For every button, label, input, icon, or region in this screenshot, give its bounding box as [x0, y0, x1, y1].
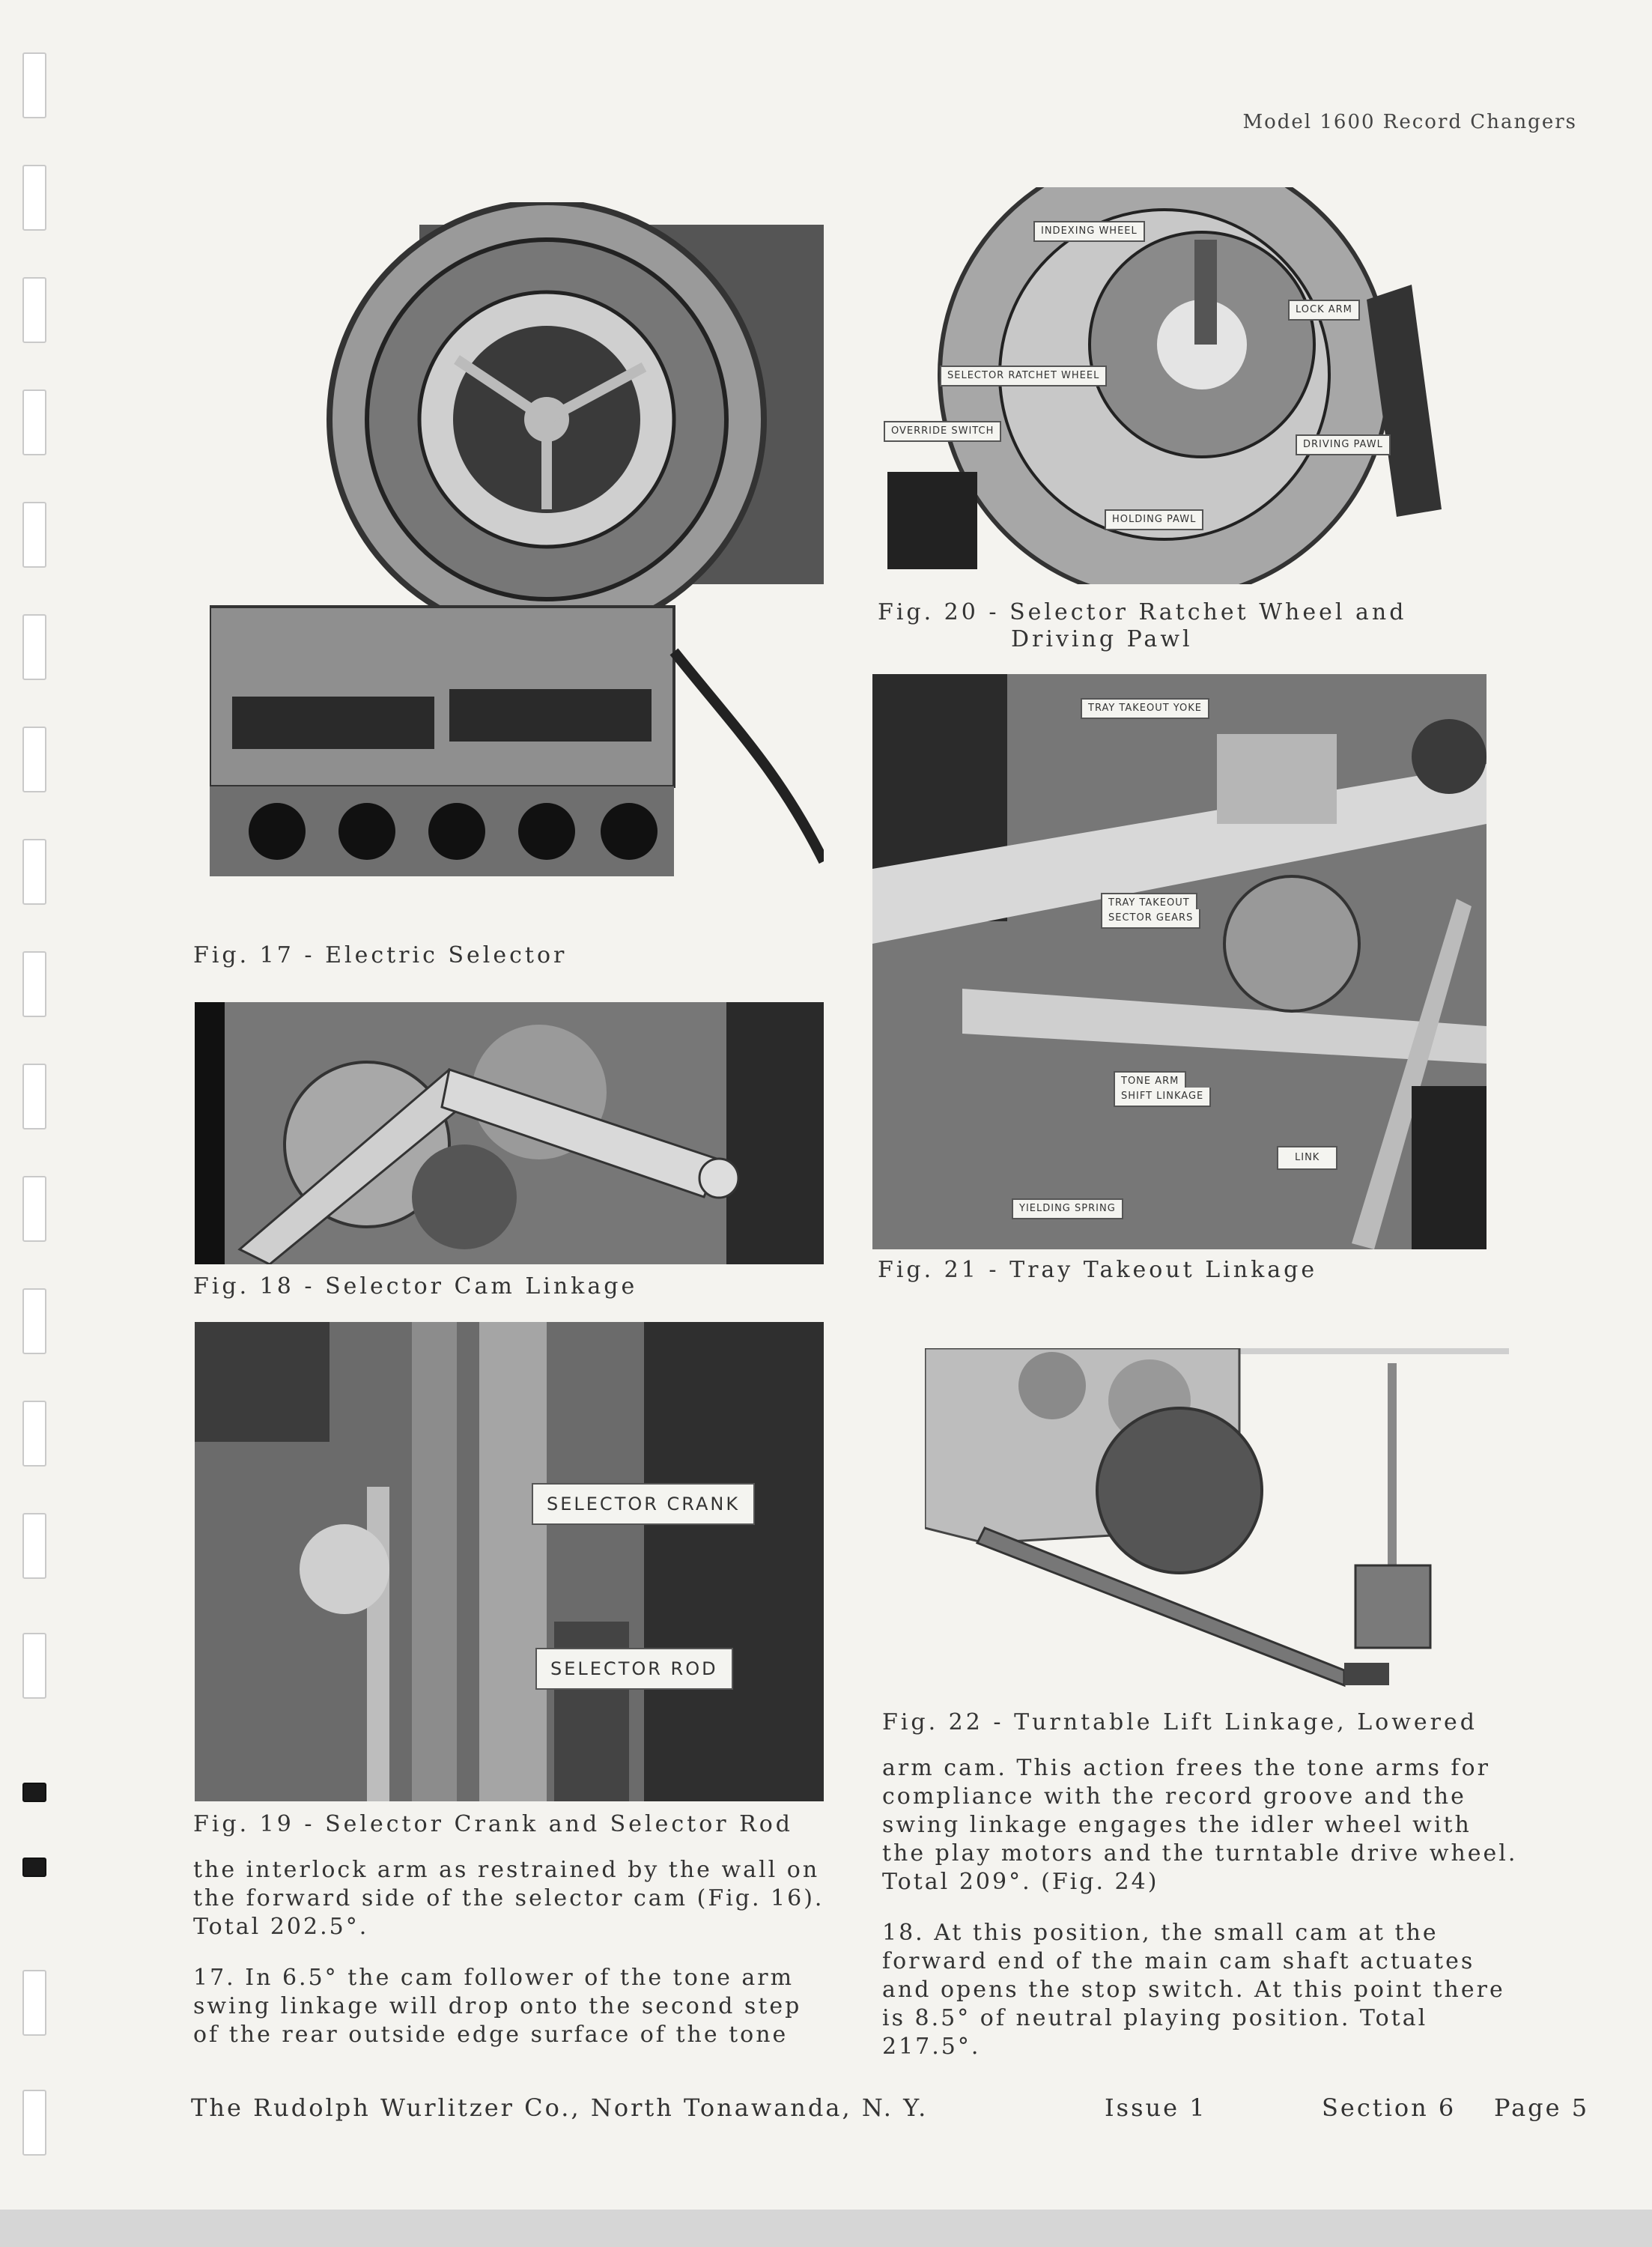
footer-company: The Rudolph Wurlitzer Co., North Tonawanda, N. Y. — [191, 2093, 929, 2122]
footer-page: Page 5 — [1494, 2093, 1590, 2122]
paragraph: the interlock arm as restrained by the wall on the forward side of the selector cam (Fig. 16). Total 202.5°. — [193, 1857, 825, 1940]
fig20-callout-override-switch: OVERRIDE SWITCH — [884, 421, 1001, 442]
footer-issue: Issue 1 — [1105, 2093, 1207, 2122]
binding-hole — [22, 614, 46, 680]
paragraph: arm cam. This action frees the tone arms for compliance with the record groove and the swing linkage engages the idler wheel with the play motors and the turntable drive wheel. Total 209°. (Fig. 24) — [882, 1755, 1518, 1895]
fig21-callout-tray-takeout: TRAY TAKEOUT — [1101, 893, 1197, 912]
fig20-callout-selector-ratchet-wheel: SELECTOR RATCHET WHEEL — [940, 366, 1107, 386]
paragraph: 18. At this position, the small cam at the forward end of the main cam shaft actuates and opens the stop switch. At this point there is 8.5° of neutral playing position. Total 217.5°. — [882, 1920, 1505, 2060]
selector-crank-image — [195, 1322, 824, 1801]
fig20-callout-lock-arm: LOCK ARM — [1288, 300, 1360, 321]
left-column-text — [193, 1856, 830, 2072]
fig19-callout-selector-crank: SELECTOR CRANK — [532, 1483, 755, 1525]
fig20-caption-line1: Fig. 20 - Selector Ratchet Wheel and — [878, 599, 1407, 625]
fig19-callout-selector-rod: SELECTOR ROD — [535, 1648, 733, 1690]
fig17-caption: Fig. 17 - Electric Selector — [193, 942, 568, 968]
fig22-caption: Fig. 22 - Turntable Lift Linkage, Lowered — [882, 1709, 1478, 1735]
binding-holes — [22, 0, 52, 2247]
binding-hole — [22, 1633, 46, 1699]
fig20-callout-driving-pawl: DRIVING PAWL — [1296, 434, 1391, 455]
fig21-callout-sector-gears: SECTOR GEARS — [1101, 909, 1200, 929]
fig19-photo — [195, 1322, 824, 1801]
fig20-callout-indexing-wheel: INDEXING WHEEL — [1033, 221, 1145, 242]
fig20-callout-holding-pawl: HOLDING PAWL — [1105, 509, 1203, 530]
fig21-callout-yielding-spring: YIELDING SPRING — [1012, 1198, 1123, 1219]
selector-cam-linkage-image — [195, 1002, 824, 1264]
binding-hole — [22, 165, 46, 231]
right-column-text — [882, 1754, 1519, 2084]
fig21-callout-link: LINK — [1277, 1146, 1337, 1170]
binding-hole — [22, 951, 46, 1017]
binding-hole — [22, 389, 46, 455]
fig21-callout-tray-takeout-yoke: TRAY TAKEOUT YOKE — [1081, 698, 1209, 719]
fig20-photo — [872, 187, 1487, 584]
binding-hole — [22, 52, 46, 118]
page-header: Model 1600 Record Changers — [1242, 111, 1577, 133]
paragraph: 17. In 6.5° the cam follower of the tone arm swing linkage will drop onto the second step of the rear outside edge surface of the tone — [193, 1965, 802, 2048]
binding-hole — [22, 277, 46, 343]
fig21-callout-tone-arm: TONE ARM — [1114, 1071, 1186, 1091]
binding-hole — [22, 1064, 46, 1129]
fig21-caption: Fig. 21 - Tray Takeout Linkage — [878, 1257, 1318, 1283]
turntable-lift-image — [925, 1348, 1509, 1708]
fig20-caption-line2: Driving Pawl — [1011, 626, 1193, 652]
footer-section: Section 6 — [1322, 2093, 1457, 2122]
fig19-caption: Fig. 19 - Selector Crank and Selector Rod — [193, 1811, 793, 1837]
fig22-photo — [925, 1348, 1509, 1708]
binding-hole — [22, 1513, 46, 1579]
tray-takeout-image — [872, 674, 1487, 1249]
fig21-photo — [872, 674, 1487, 1249]
electric-selector-image — [210, 202, 824, 891]
fig21-callout-shift-linkage: SHIFT LINKAGE — [1114, 1088, 1211, 1107]
binding-hole — [22, 1176, 46, 1242]
fig18-photo — [195, 1002, 824, 1264]
binding-hole — [22, 1970, 46, 2036]
bottom-shade — [0, 2210, 1652, 2247]
binding-hole — [22, 1858, 46, 1877]
fig17-photo — [210, 202, 824, 891]
fig18-caption: Fig. 18 - Selector Cam Linkage — [193, 1273, 638, 1300]
binding-hole — [22, 727, 46, 792]
binding-hole — [22, 1401, 46, 1467]
binding-hole — [22, 839, 46, 905]
binding-hole — [22, 1783, 46, 1802]
binding-hole — [22, 2090, 46, 2156]
binding-hole — [22, 502, 46, 568]
binding-hole — [22, 1288, 46, 1354]
